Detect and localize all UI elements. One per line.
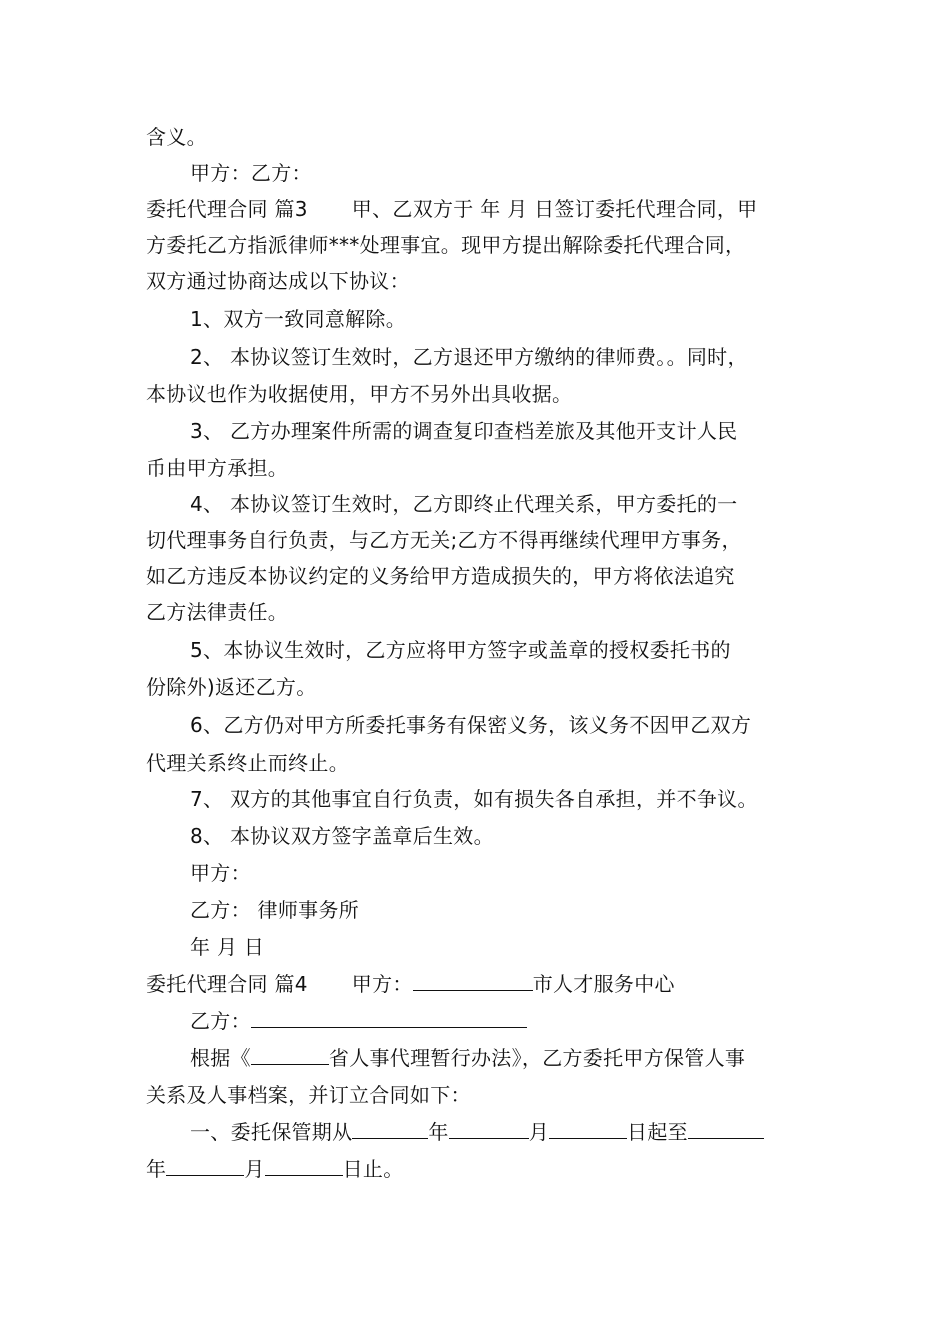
blank-field [413, 968, 533, 991]
paragraph-line: 年 月 日止。 [146, 1151, 404, 1187]
date-line: 年 月 日 [190, 935, 265, 959]
paragraph-line: 一、委托保管期从 年 月 日起至 [190, 1114, 764, 1150]
list-item: 3、 乙方办理案件所需的调查复印查档差旅及其他开支计人民 [190, 419, 738, 443]
paragraph-line: 方委托乙方指派律师***处理事宜。现甲方提出解除委托代理合同， [146, 233, 746, 257]
list-item: 2、 本协议签订生效时，乙方退还甲方缴纳的律师费。。同时， [190, 345, 748, 369]
paragraph-line: 本协议也作为收据使用，甲方不另外出具收据。 [146, 382, 573, 406]
paragraph-line: 币由甲方承担。 [146, 456, 289, 480]
list-item: 7、 双方的其他事宜自行负责，如有损失各自承担，并不争议。 [190, 787, 758, 811]
signature-line: 乙方： 律师事务所 [190, 898, 360, 922]
list-item: 1、双方一致同意解除。 [190, 307, 407, 331]
paragraph-line: 乙方法律责任。 [146, 600, 289, 624]
list-item: 8、 本协议双方签字盖章后生效。 [190, 824, 494, 848]
list-item: 6、乙方仍对甲方所委托事务有保密义务，该义务不因甲乙双方 [190, 713, 752, 737]
section-heading: 委托代理合同 篇3 [146, 197, 308, 221]
blank-field [549, 1116, 627, 1139]
blank-field [166, 1153, 244, 1176]
list-item: 5、本协议生效时，乙方应将甲方签字或盖章的授权委托书的 [190, 638, 731, 662]
paragraph-line: 双方通过协商达成以下协议： [146, 269, 410, 293]
blank-field [449, 1116, 529, 1139]
paragraph-line: 代理关系终止而终止。 [146, 751, 349, 775]
blank-field [251, 1005, 527, 1028]
paragraph-line: 关系及人事档案，并订立合同如下： [146, 1083, 471, 1107]
blank-field [688, 1116, 764, 1139]
signature-line: 甲方： [190, 861, 251, 885]
paragraph-line: 切代理事务自行负责，与乙方无关;乙方不得再继续代理甲方事务， [146, 528, 742, 552]
blank-field [265, 1153, 343, 1176]
paragraph-line: 如乙方违反本协议约定的义务给甲方造成损失的，甲方将依法追究 [146, 564, 735, 588]
section-heading: 委托代理合同 篇4 [146, 972, 308, 996]
list-item: 4、 本协议签订生效时，乙方即终止代理关系，甲方委托的一 [190, 492, 738, 516]
paragraph-line: 份除外)返还乙方。 [146, 675, 317, 699]
section-heading-line: 委托代理合同 篇3 甲、乙双方于 年 月 日签订委托代理合同，甲 [146, 197, 758, 221]
paragraph-line: 甲方：乙方： [190, 161, 312, 185]
paragraph-line: 含义。 [146, 125, 207, 149]
section-heading-line: 委托代理合同 篇4 甲方： 市人才服务中心 [146, 966, 675, 1002]
party-line: 乙方： [190, 1003, 527, 1039]
paragraph-line: 根据《 省人事代理暂行办法》，乙方委托甲方保管人事 [190, 1040, 745, 1076]
blank-field [352, 1116, 428, 1139]
blank-field [251, 1042, 329, 1065]
